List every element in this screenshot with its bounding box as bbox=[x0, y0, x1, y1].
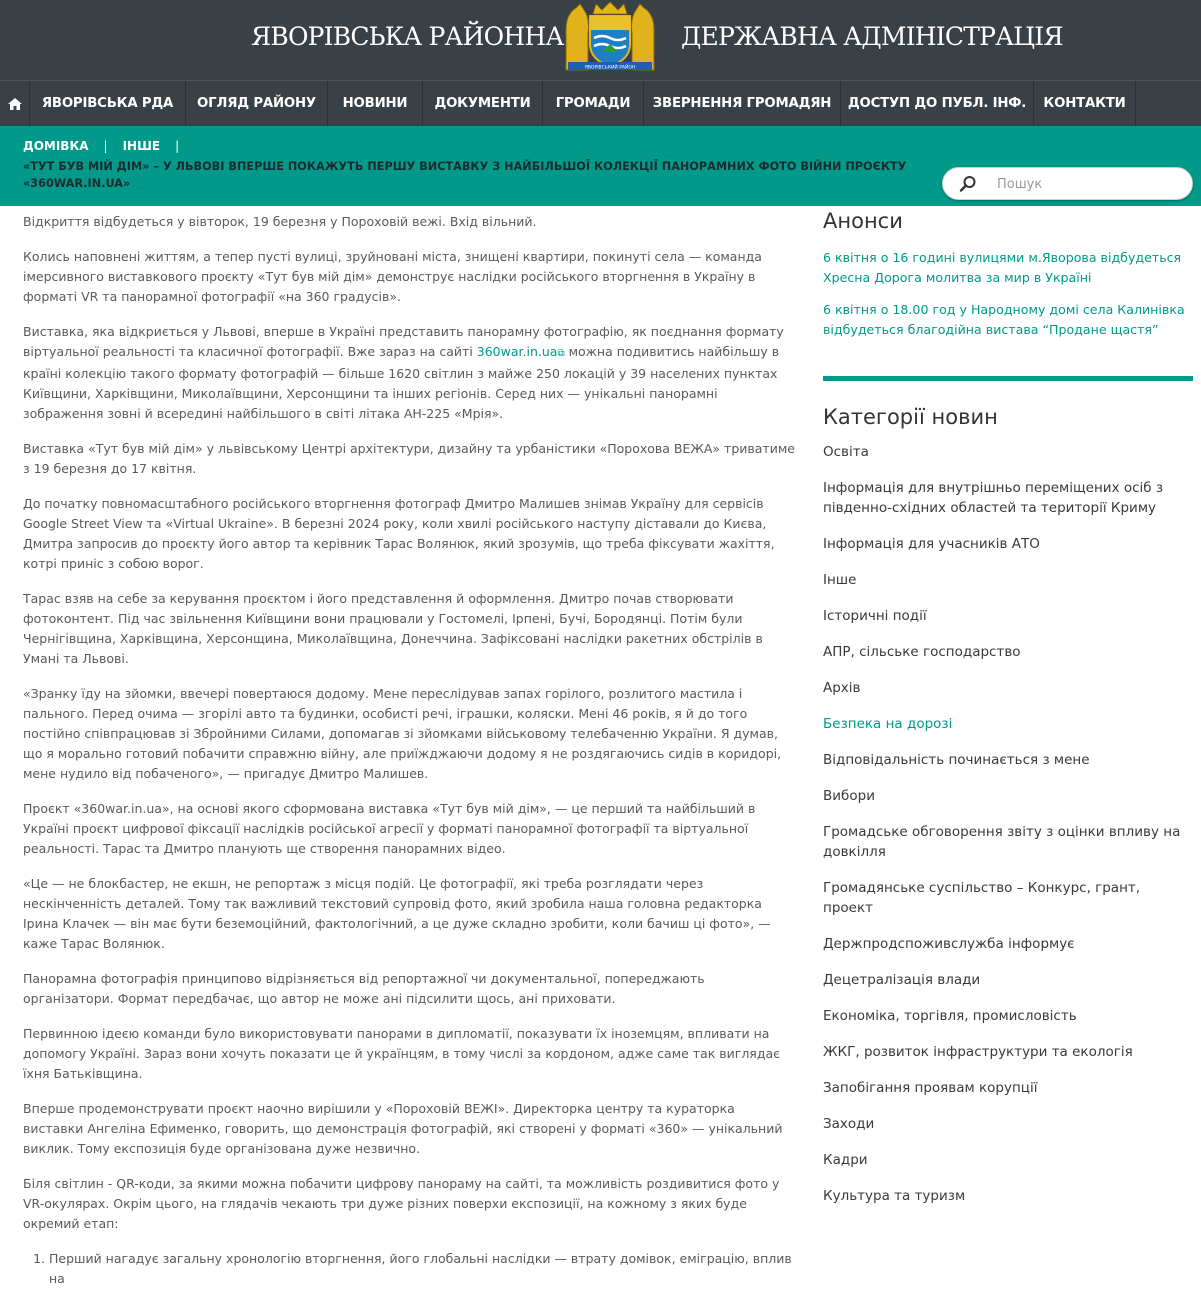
category-link[interactable]: Заходи bbox=[823, 1116, 875, 1132]
category-link-active[interactable]: Безпека на дорозі bbox=[823, 716, 953, 732]
article-paragraph: Вперше продемонструвати проєкт наочно вирішили у «Пороховій ВЕЖІ». Директорка центру та кураторка виставки Ангеліна Ефименко, говорить, що демонстрація фотографій, які створені у форматі «360» — унікальний виклик. Тому експозиція буде організована дуже незвично. bbox=[23, 1101, 783, 1156]
category-link[interactable]: Інше bbox=[823, 572, 857, 588]
category-link[interactable]: Держпродспоживслужба інформує bbox=[823, 936, 1075, 952]
article-paragraph: Біля світлин - QR-коди, за якими можна побачити цифрову панораму на сайті, та можливість роздивитися фото у VR-окулярах. Окрім цього, на глядачів чекають три дуже різних поверхи експозиції, на кожному з яких буде окремий етап: bbox=[23, 1176, 780, 1231]
article-list bbox=[49, 1249, 795, 1289]
article-paragraph: Первинною ідеєю команди було використовувати панорами в дипломатії, показувати їх іноземцям, впливати на допомогу Україні. Зараз вони хочуть показати це й українцям, в тому числі за кордоном, адже саме так виглядає їхня Батьківщина. bbox=[23, 1026, 780, 1081]
nav-item-communities[interactable]: ГРОМАДИ bbox=[543, 81, 644, 126]
category-link[interactable]: Історичні події bbox=[823, 608, 927, 624]
category-link[interactable]: Інформація для внутрішньо переміщених осіб з південно-східних областей та території Криму bbox=[823, 480, 1164, 516]
category-link[interactable]: Децетралізація влади bbox=[823, 972, 981, 988]
site-title-left: ЯВОРІВСЬКА РАЙОННА bbox=[251, 22, 564, 51]
search-input[interactable] bbox=[997, 175, 1177, 193]
external-link-icon: ⧉ bbox=[557, 348, 565, 359]
breadcrumb-separator: | bbox=[175, 139, 180, 153]
article-paragraph: Тарас взяв на себе за керування проєктом і його представлення й оформлення. Дмитро почав створювати фотоконтент. Під час звільнення Київщини вони працювали у Гостомелі, Ірпені, Бучі, Бородянці. Потім були Чернігівщина, Харківщина, Херсонщина, Миколаївщина, Донеччина. Зафіксовані наслідки ракетних обстрілів в Умані та Львові. bbox=[23, 591, 763, 666]
category-link[interactable]: АПР, сільське господарство bbox=[823, 644, 1021, 660]
breadcrumb-separator: | bbox=[103, 139, 108, 153]
announcement-link[interactable]: 6 квітня о 18.00 год у Народному домі села Калинівка відбудеться благодійна вистава “Продане щастя” bbox=[823, 302, 1185, 337]
nav-item-district-overview[interactable]: ОГЛЯД РАЙОНУ bbox=[186, 81, 328, 126]
article-paragraph: «Зранку їду на зйомки, ввечері повертаюся додому. Мене переслідував запах горілого, розлитого мастила і пального. Перед очима — згорілі авто та будинки, особисті речі, іграшки, коляски. Мені 46 років, я й до того постійно співпрацював зі Збройними Силами, допомагав зі зйомками військовому телебаченню України. Я думав, що я морально готовий побачити справжню війну, але приїжджаючи додому я не роздягаючись сидів в коридорі, мене нудило від побаченого», — пригадує Дмитро Малишев. bbox=[23, 686, 782, 781]
page-title: «ТУТ БУВ МІЙ ДІМ» – У ЛЬВОВІ ВПЕРШЕ ПОКАЖУТЬ ПЕРШУ ВИСТАВКУ З НАЙБІЛЬШОЇ КОЛЕКЦІЇ ПАНОРАМНИХ ФОТО ВІЙНИ ПРОЄКТУ «360WAR.IN.UA» bbox=[23, 160, 907, 190]
emblem-caption: ЯВОРІВСЬКИЙ РАЙОН bbox=[584, 65, 636, 71]
article-paragraph bbox=[23, 322, 795, 424]
site-title-right: ДЕРЖАВНА АДМІНІСТРАЦІЯ bbox=[681, 22, 1063, 51]
home-icon bbox=[8, 98, 22, 110]
category-link[interactable]: Громадянське суспільство – Конкурс, грант, проект bbox=[823, 880, 1141, 916]
sidebar bbox=[823, 206, 1193, 1222]
category-list bbox=[823, 442, 1193, 1206]
site-link[interactable]: 360war.in.ua bbox=[476, 344, 558, 359]
category-link[interactable]: Вибори bbox=[823, 788, 875, 804]
article-body bbox=[23, 212, 795, 1289]
list-item: 1. Перший нагадує загальну хронологію вторгнення, його глобальні наслідки — втрату домівок, еміграцію, вплив на bbox=[49, 1249, 795, 1289]
category-link[interactable]: ЖКГ, розвиток інфраструктури та екологія bbox=[823, 1044, 1133, 1060]
categories-title: Категорії новин bbox=[823, 405, 998, 429]
article-paragraph: До початку повномасштабного російського вторгнення фотограф Дмитро Малишев знімав Україну для сервісів Google Street View та «Virtual Ukraine». В березні 2024 року, коли хвилі російського наступу діставали до Києва, Дмитра запросив до проєкту його автор та керівник Тарас Волянюк, який зрозумів, що треба фіксувати жахіття, котрі приніс з собою ворог. bbox=[23, 496, 775, 571]
announcements-title: Анонси bbox=[823, 209, 903, 233]
breadcrumb-category[interactable]: ІНШЕ bbox=[122, 139, 161, 153]
article-paragraph: Колись наповнені життям, а тепер пусті вулиці, зруйновані міста, знищені квартири, покинуті села — команда імерсивного виставкового проєкту «Тут був мій дім» демонструє наслідки російського вторгнення в Україну в форматі VR та панорамної фотографії «на 360 градусів». bbox=[23, 249, 762, 304]
category-link[interactable]: Відповідальність починається з мене bbox=[823, 752, 1090, 768]
article-paragraph: Відкриття відбудеться у вівторок, 19 березня у Пороховій вежі. Вхід вільний. bbox=[23, 214, 537, 229]
section-divider bbox=[823, 376, 1193, 381]
article-paragraph: «Це — не блокбастер, не екшн, не репортаж з місця подій. Це фотографії, які треба розглядати через нескінченність деталей. Тому так важливий текстовий супровід фото, який зробила наша головна редакторка Ірина Клачек — він має бути беземоційний, фактологічний, а це дуже складно зробити, коли бачиш ці фото», — каже Тарас Волянюк. bbox=[23, 876, 771, 951]
category-link[interactable]: Громадське обговорення звіту з оцінки впливу на довкілля bbox=[823, 824, 1181, 860]
article-paragraph: Проєкт «360war.in.ua», на основі якого сформована виставка «Тут був мій дім», — це перший та найбільший в Україні проєкт цифрової фіксації наслідків російської агресії у форматі панорамної фотографії та віртуальної реальності. Тарас та Дмитро планують ще створення панорамних відео. bbox=[23, 801, 756, 856]
category-link[interactable]: Культура та туризм bbox=[823, 1188, 966, 1204]
coat-of-arms-logo[interactable] bbox=[560, 0, 660, 72]
nav-item-public-info[interactable]: ДОСТУП ДО ПУБЛ. ІНФ. bbox=[841, 81, 1034, 126]
nav-item-contacts[interactable]: КОНТАКТИ bbox=[1034, 81, 1136, 126]
nav-item-citizen-appeals[interactable]: ЗВЕРНЕННЯ ГРОМАДЯН bbox=[644, 81, 841, 126]
nav-item-documents[interactable]: ДОКУМЕНТИ bbox=[423, 81, 543, 126]
site-header bbox=[0, 0, 1201, 80]
nav-item-yavoriv-rda[interactable]: ЯВОРІВСЬКА РДА bbox=[30, 81, 186, 126]
announcement-link[interactable]: 6 квітня о 16 годині вулицями м.Яворова відбудеться Хресна Дорога молитва за мир в Україні bbox=[823, 250, 1182, 285]
category-link[interactable]: Інформація для учасників АТО bbox=[823, 536, 1040, 552]
category-link[interactable]: Запобігання проявам корупції bbox=[823, 1080, 1038, 1096]
nav-item-news[interactable]: НОВИНИ bbox=[328, 81, 423, 126]
breadcrumb bbox=[23, 139, 194, 153]
category-link[interactable]: Освіта bbox=[823, 444, 869, 460]
article-paragraph: Виставка «Тут був мій дім» у львівському Центрі архітектури, дизайну та урбаністики «Порохова ВЕЖА» триватиме з 19 березня до 17 квітня. bbox=[23, 441, 795, 476]
article-text: Виставка, яка відкриється у Львові, вперше в Україні представить панорамну фотографію, як поєднання формату віртуальної реальності та класичної фотографії. Вже зараз на сайті bbox=[23, 324, 784, 359]
breadcrumb-home[interactable]: ДОМІВКА bbox=[23, 139, 89, 153]
nav-home[interactable] bbox=[0, 81, 30, 126]
search-icon[interactable] bbox=[959, 175, 977, 193]
breadcrumb-bar bbox=[0, 126, 1201, 206]
main-nav bbox=[0, 80, 1201, 126]
article-paragraph: Панорамна фотографія принципово відрізняється від репортажної чи документальної, попереджають організатори. Формат передбачає, що автор не може ані підсилити щось, ані приховати. bbox=[23, 971, 705, 1006]
article-text: можна подивитись найбільшу в країні колекцію такого формату фотографій — більше 1620 світлин з майже 250 локацій у 39 населених пунктах Київщини, Харківщини, Миколаївщини, Херсонщини та інших регіонів. Серед них — унікальні панорамні зображення зовні й всередині найбільшого в світі літака АН-225 «Мрія». bbox=[23, 344, 780, 421]
category-link[interactable]: Економіка, торгівля, промисловість bbox=[823, 1008, 1077, 1024]
category-link[interactable]: Кадри bbox=[823, 1152, 868, 1168]
search-box bbox=[942, 167, 1193, 200]
category-link[interactable]: Архів bbox=[823, 680, 861, 696]
